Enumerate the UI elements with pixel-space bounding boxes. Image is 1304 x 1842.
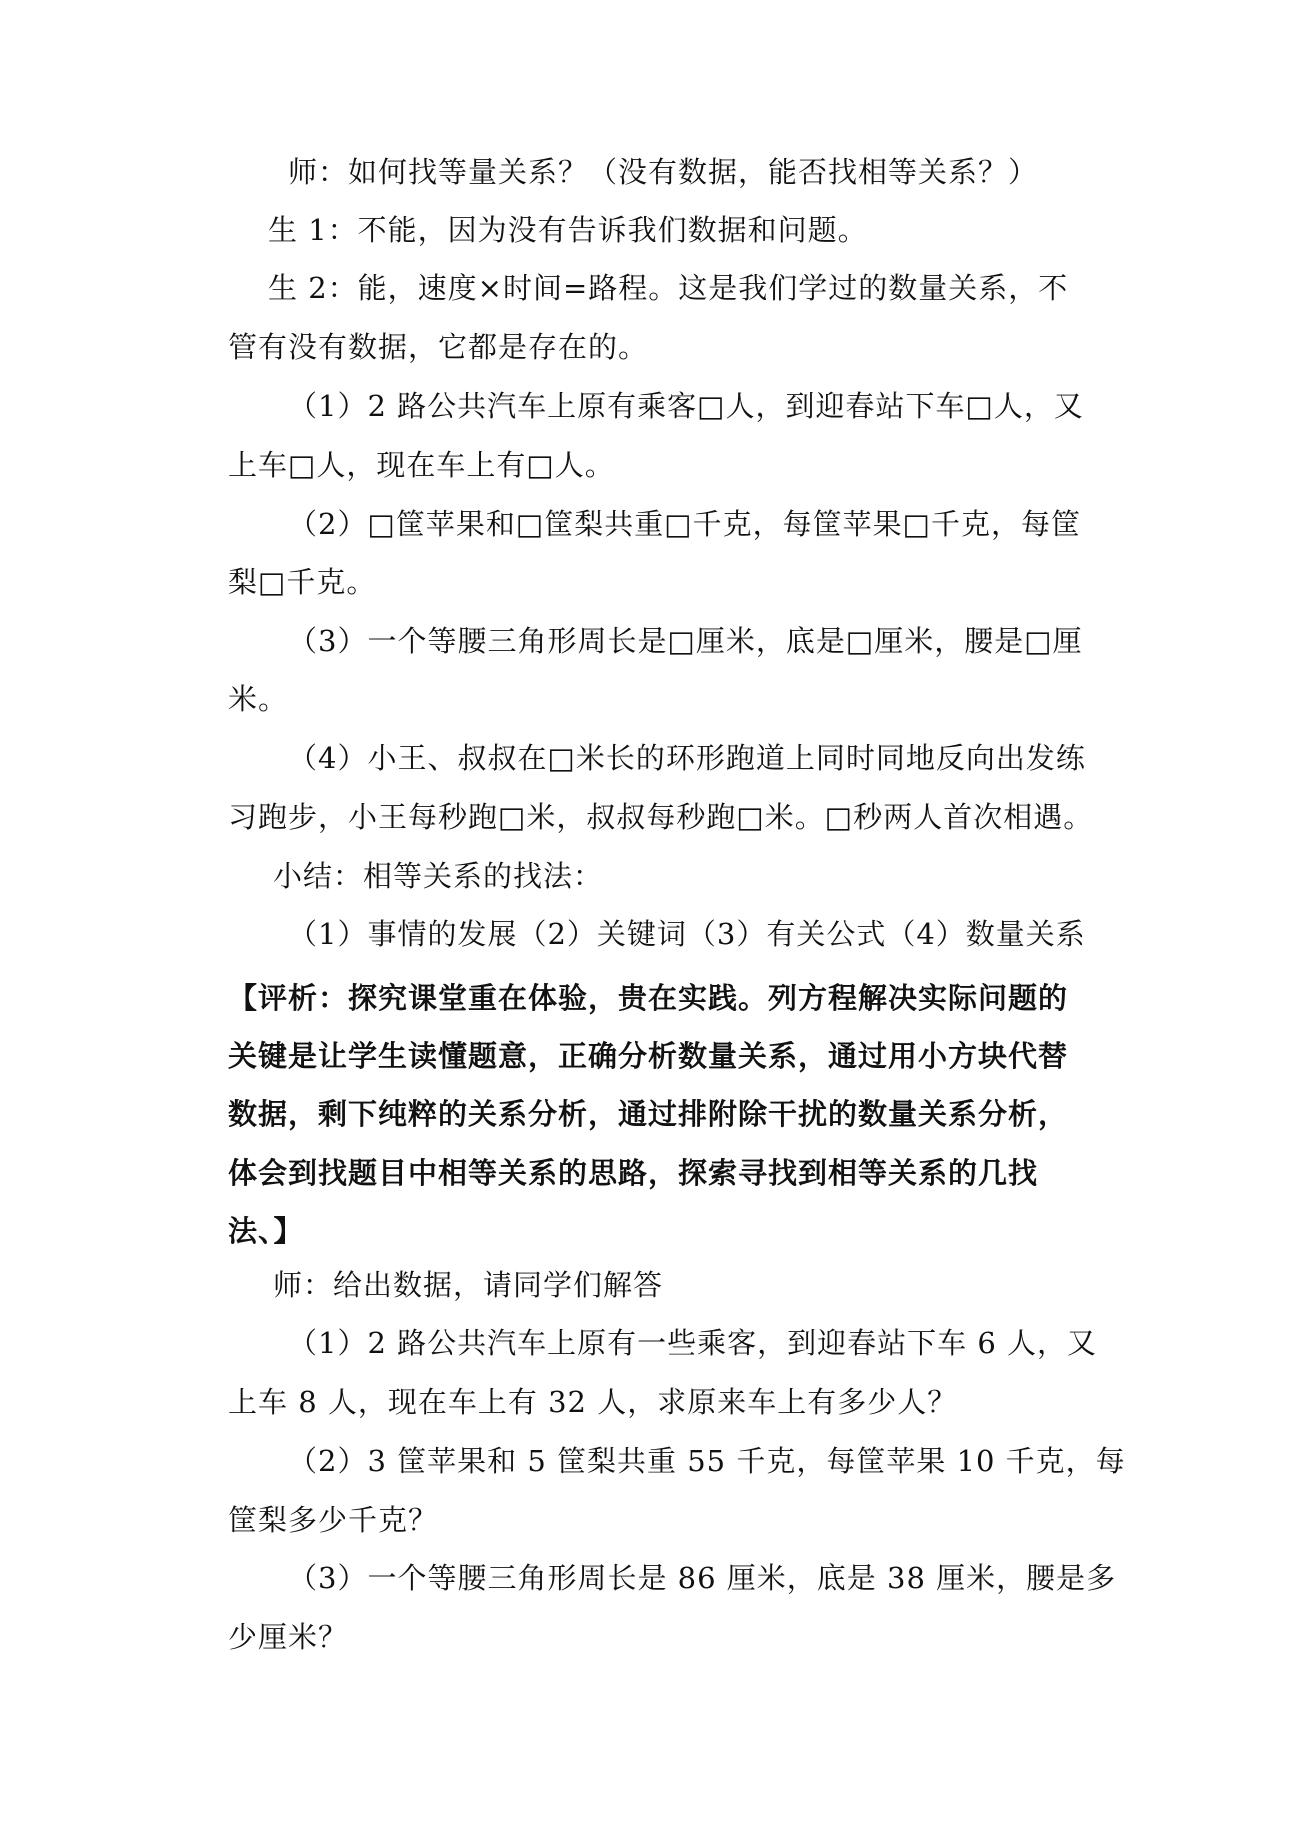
text-line: （3）一个等腰三角形周长是□厘米，底是□厘米，腰是□厘 [288, 624, 1083, 658]
text-line: 师：给出数据，请同学们解答 [273, 1268, 664, 1302]
text-line: 师：如何找等量关系？（没有数据，能否找相等关系？） [288, 155, 1039, 189]
text-line: 上车□人，现在车上有□人。 [228, 448, 615, 482]
text-line: 生 1：不能，因为没有告诉我们数据和问题。 [268, 213, 868, 247]
text-line: （4）小王、叔叔在□米长的环形跑道上同时同地反向出发练 [288, 741, 1086, 775]
text-line: （1）2 路公共汽车上原有乘客□人，到迎春站下车□人，又 [288, 389, 1084, 423]
commentary-line: 数据，剩下纯粹的关系分析，通过排附除干扰的数量关系分析， [228, 1097, 1069, 1131]
text-line: （2）3 筐苹果和 5 筐梨共重 55 千克，每筐苹果 10 千克，每 [288, 1444, 1126, 1478]
commentary-line: 【评析：探究课堂重在体验，贵在实践。列方程解决实际问题的 [228, 981, 1069, 1015]
text-line: 筐梨多少千克？ [228, 1503, 439, 1537]
commentary-line: 关键是让学生读懂题意，正确分析数量关系，通过用小方块代替 [228, 1039, 1069, 1073]
commentary-line: 体会到找题目中相等关系的思路，探索寻找到相等关系的几找 [228, 1156, 1039, 1190]
text-line: （2）□筐苹果和□筐梨共重□千克，每筐苹果□千克，每筐 [288, 507, 1082, 541]
commentary-line: 法、】 [228, 1214, 304, 1248]
text-line: 管有没有数据，它都是存在的。 [228, 330, 649, 364]
text-line: 小结：相等关系的找法： [273, 859, 604, 893]
text-line: （1）事情的发展（2）关键词（3）有关公式（4）数量关系 [288, 917, 1086, 951]
text-line: 米。 [228, 682, 289, 716]
text-line: 梨□千克。 [228, 565, 377, 599]
text-line: 上车 8 人，现在车上有 32 人，求原来车上有多少人？ [228, 1385, 958, 1419]
text-line: 习跑步，小王每秒跑□米，叔叔每秒跑□米。□秒两人首次相遇。 [228, 800, 1094, 834]
text-line: 少厘米？ [228, 1620, 349, 1654]
text-line: （1）2 路公共汽车上原有一些乘客，到迎春站下车 6 人，又 [288, 1326, 1098, 1360]
text-line: （3）一个等腰三角形周长是 86 厘米，底是 38 厘米，腰是多 [288, 1561, 1117, 1595]
text-line: 生 2：能，速度×时间=路程。这是我们学过的数量关系，不 [268, 271, 1069, 305]
